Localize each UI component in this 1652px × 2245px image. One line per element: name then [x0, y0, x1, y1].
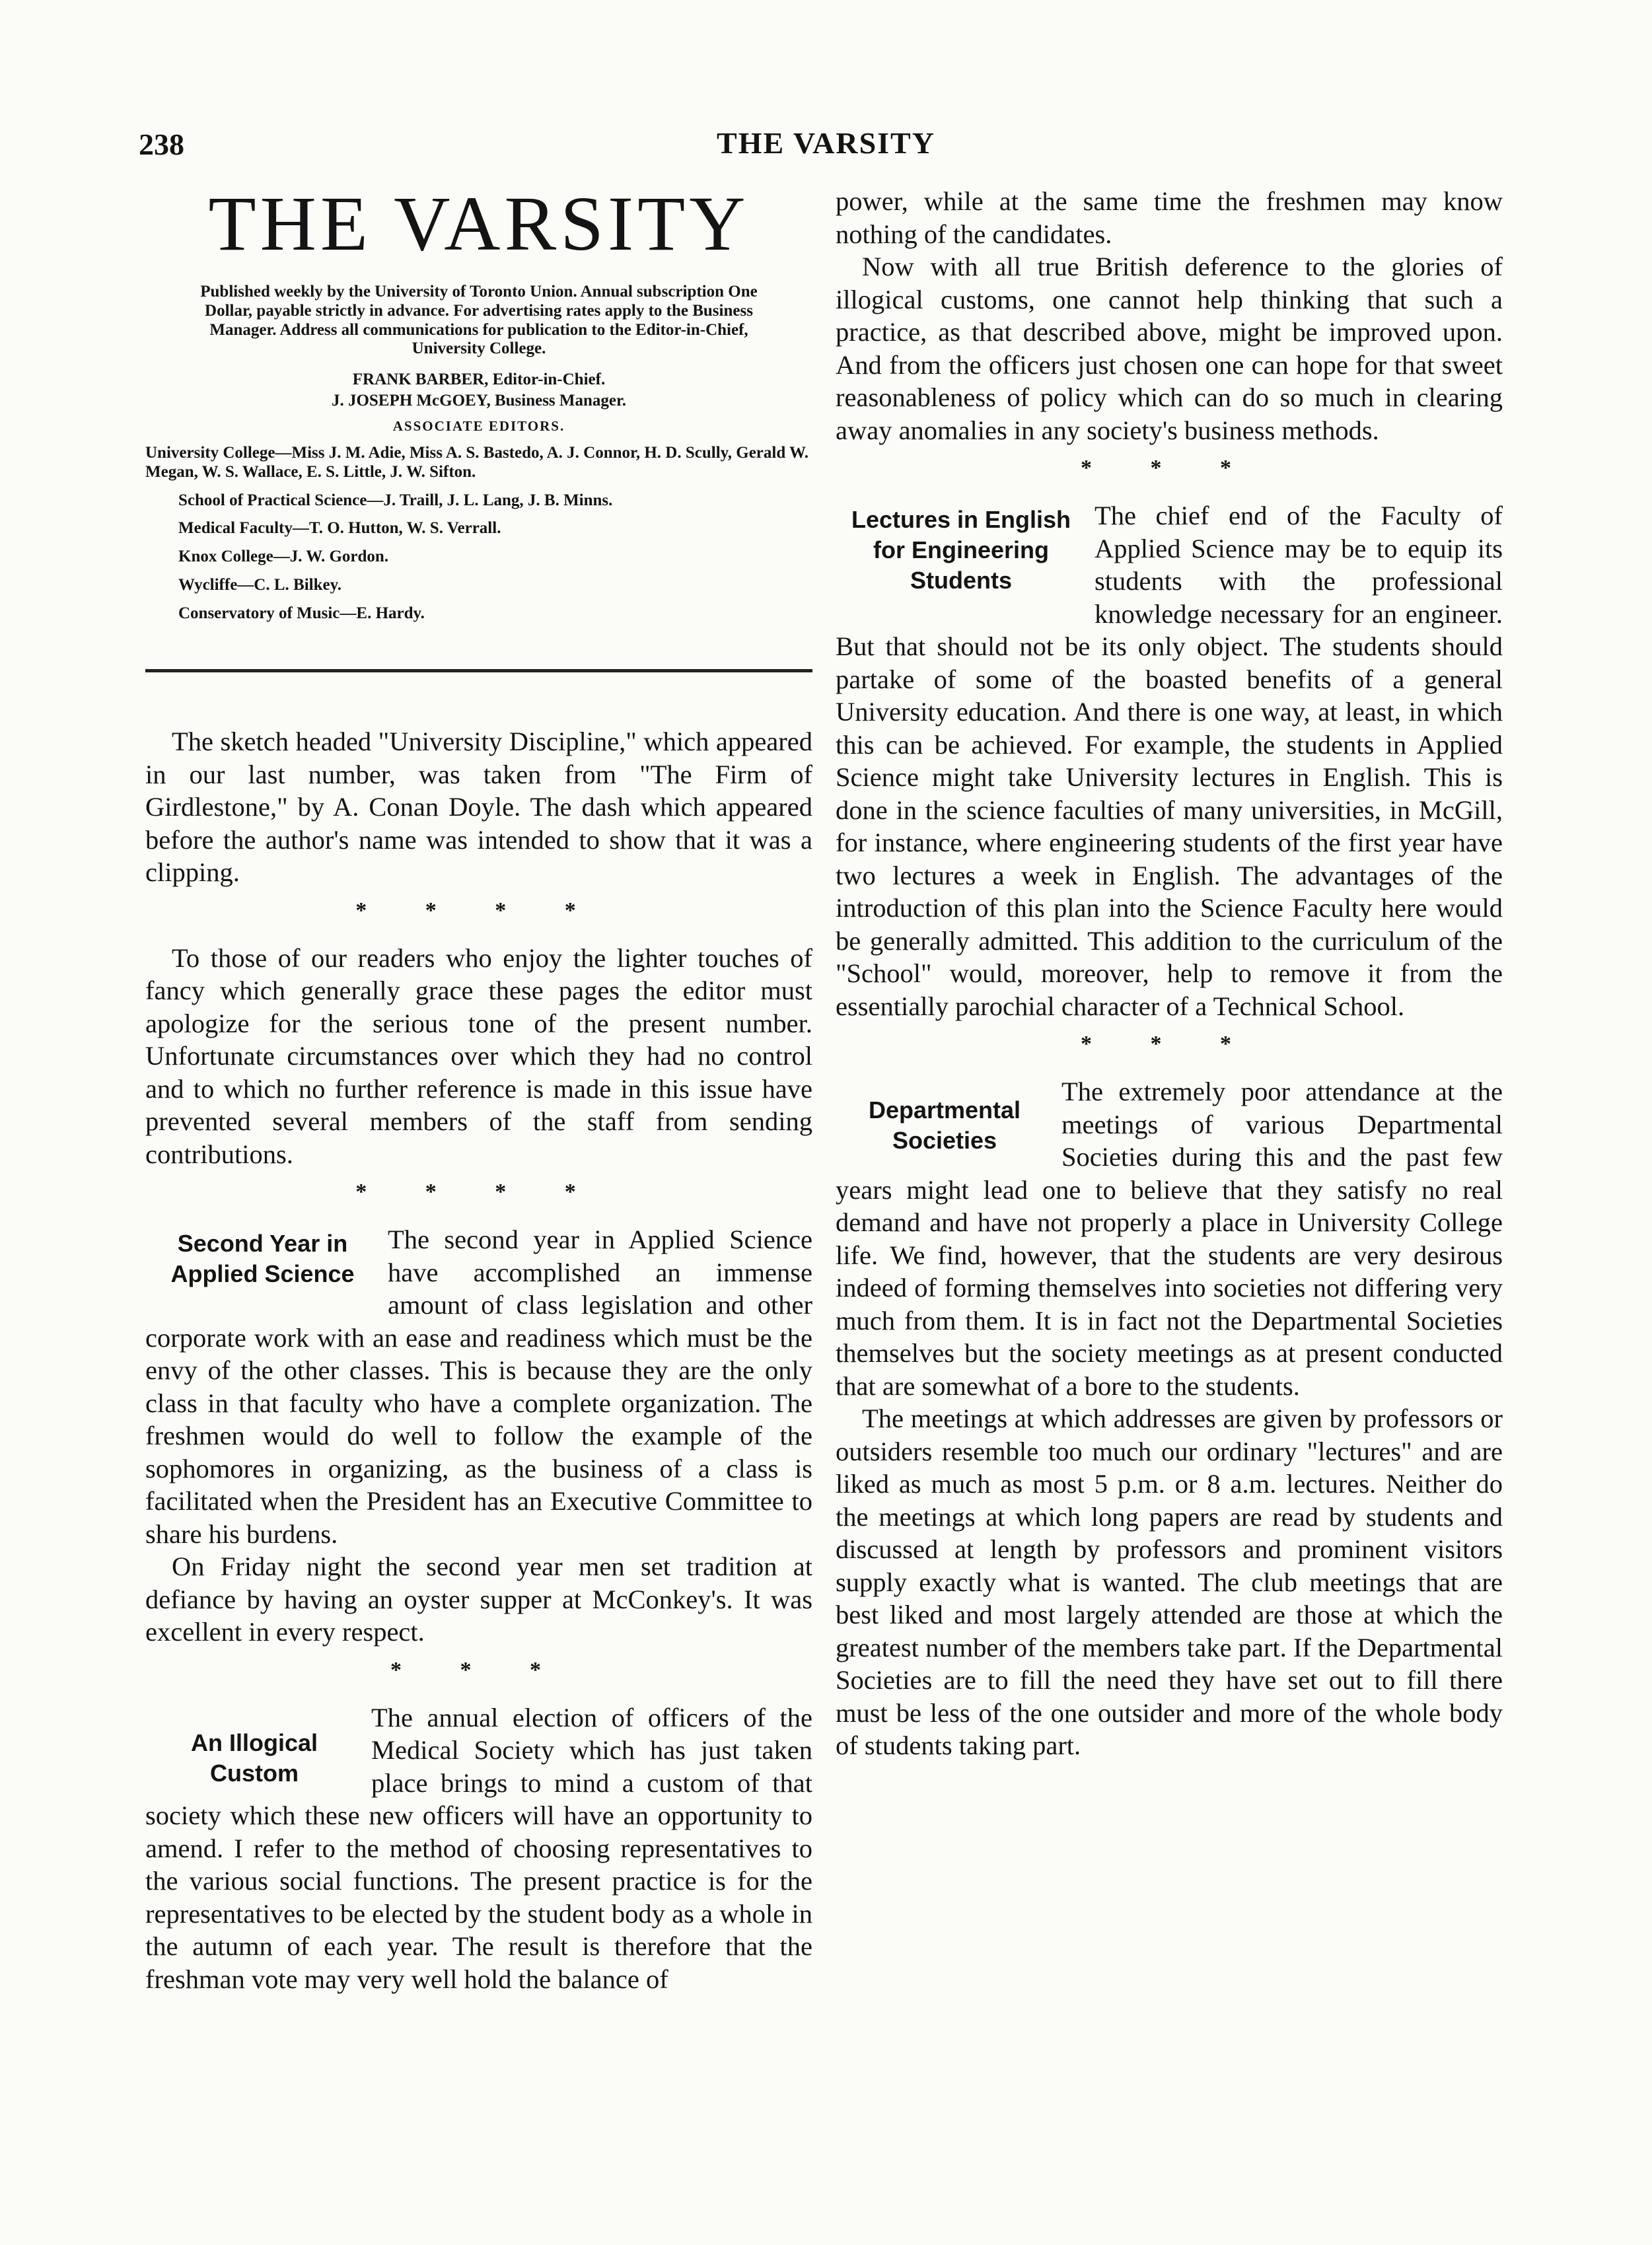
- article-editor-apology: To those of our readers who enjoy the lighter touches of fancy which generally grace these pages the editor must apologize for the serious tone of the present number. Unfortunate circumstances over which they had no control and to which no further reference is made in this issue have prevented several members of the staff from sending contributions.: [145, 943, 812, 1169]
- article-departmental-societies: [836, 1075, 1503, 1402]
- paragraph: power, while at the same time the freshmen may know nothing of the candidates.: [836, 186, 1503, 249]
- paragraph: The second year in Applied Science have accomplished an immense amount of class legislation and other corporate work with an ease and readiness which must be the envy of the other classes. This is because they are the only class in that faculty who have a complete organization. The freshmen would do well to follow the example of the sophomores in organizing, as the business of a class is facilitated when the President has an Executive Committee to share his burdens.: [145, 1225, 812, 1549]
- associate-editors-heading: ASSOCIATE EDITORS.: [392, 418, 565, 434]
- article-second-year: [145, 1223, 812, 1550]
- side-heading-illogical-custom: An Illogical Custom: [190, 1728, 318, 1787]
- editors-knox-college: Knox College—J. W. Gordon.: [178, 548, 389, 565]
- running-title: THE VARSITY: [717, 126, 935, 160]
- article-university-discipline: The sketch headed "University Discipline," which appeared in our last number, was taken from "The Firm of Girdlestone," by A. Conan Doyle. The dash which appeared before the author's name was intended to show that it was a clipping.: [145, 727, 812, 888]
- editors-university-college: University College—Miss J. M. Adie, Miss A. S. Bastedo, A. J. Connor, H. D. Scully, Gerald W. Megan, W. S. Wallace, E. S. Little, J. W. Sifton.: [145, 444, 809, 481]
- business-manager: J. JOSEPH McGOEY, Business Manager.: [331, 392, 627, 410]
- editors-wycliffe: Wycliffe—C. L. Bilkey.: [178, 575, 341, 594]
- paragraph: Now with all true British deference to the glories of illogical customs, one cannot help thinking that such a practice, as that described above, might be improved upon. And from the officers just chosen one can hope for that sweet reasonableness of policy which can do so much in clearing away anomalies in any society's business methods.: [836, 252, 1503, 445]
- paragraph: The extremely poor attendance at the meetings of various Departmental Societies during this and the past few years might lead one to believe that they satisfy no real demand and have not properly a place in University College life. We find, however, that the students are very desirous indeed of forming themselves into societies not differing very much from them. It is in fact not the Departmental Societies themselves but the society meetings as at present conducted that are somewhat of a bore to the students.: [836, 1077, 1503, 1401]
- paragraph: The chief end of the Faculty of Applied Science may be to equip its students with the professional knowledge necessary for an engineer. But that should not be its only object. The students should partake of some of the boasted benefits of a general University education. And there is one way, at least, in which this can be achieved. For example, the students in Applied Science might take University lectures in English. This is done in the science faculties of many universities, in McGill, for instance, where engineering students of the first year have two lectures a week in English. The advantages of the introduction of this plan into the Science Faculty here would be generally admitted. This addition to the curriculum of the "School" would, moreover, help to remove it from the essentially parochial character of a Technical School.: [836, 501, 1503, 1021]
- section-separator: * * * *: [355, 1180, 602, 1205]
- paragraph: The annual election of officers of the Medical Society which has just taken place brings to mind a custom of that society which these new officers will have an opportunity to amend. I refer to the method of choosing representatives to the various social functions. The present practice is for the representatives to be elected by the student body as a whole in the autumn of each year. The result is therefore that the freshman vote may very well hold the balance of: [145, 1702, 812, 1994]
- paragraph: The meetings at which addresses are given by professors or outsiders resemble too much our ordinary "lectures" and are liked as much as most 5 p.m. or 8 a.m. lectures. Neither do the meetings at which long papers are read by students and discussed at length by professors and prominent visitors supply exactly what is wanted. The club meetings that are best liked and most largely attended are those at which the greatest number of the members take part. If the Departmental Societies are to fill the need they have set out to fill there must be less of the one outsider and more of the whole body of students taking part.: [836, 1404, 1503, 1760]
- paragraph: On Friday night the second year men set tradition at defiance by having an oyster supper at McConkey's. It was excellent in every respect.: [145, 1551, 812, 1647]
- section-separator: * * *: [1081, 456, 1258, 480]
- editors-practical-science: School of Practical Science—J. Traill, J. L. Lang, J. B. Minns.: [178, 491, 613, 509]
- side-heading-lectures: Lectures in English for Engineering Students: [851, 506, 1071, 594]
- masthead-divider: [145, 669, 812, 672]
- page-number: 238: [139, 127, 184, 161]
- masthead-title: THE VARSITY: [208, 180, 750, 267]
- editors-conservatory: Conservatory of Music—E. Hardy.: [178, 604, 425, 622]
- right-column: [836, 185, 1503, 1762]
- side-heading-departmental: Departmental Societies: [868, 1096, 1021, 1154]
- section-separator: * * * *: [355, 898, 602, 923]
- side-heading-second-year: Second Year in Applied Science: [170, 1230, 355, 1288]
- editors-medical-faculty: Medical Faculty—T. O. Hutton, W. S. Verrall.: [178, 519, 501, 538]
- publication-info: Published weekly by the University of Toronto Union. Annual subscription One Dollar, payable strictly in advance. For advertising rates apply to the Business Manager. Address all communications for publication to the Editor-in-Chief, University College.: [200, 283, 758, 358]
- article-illogical-custom: [145, 1701, 812, 1996]
- section-separator: * * *: [390, 1657, 567, 1682]
- article-lectures-in-english: [836, 499, 1503, 1022]
- editor-in-chief: FRANK BARBER, Editor-in-Chief.: [352, 371, 606, 388]
- section-separator: * * *: [1081, 1032, 1258, 1056]
- left-column: [145, 178, 812, 1995]
